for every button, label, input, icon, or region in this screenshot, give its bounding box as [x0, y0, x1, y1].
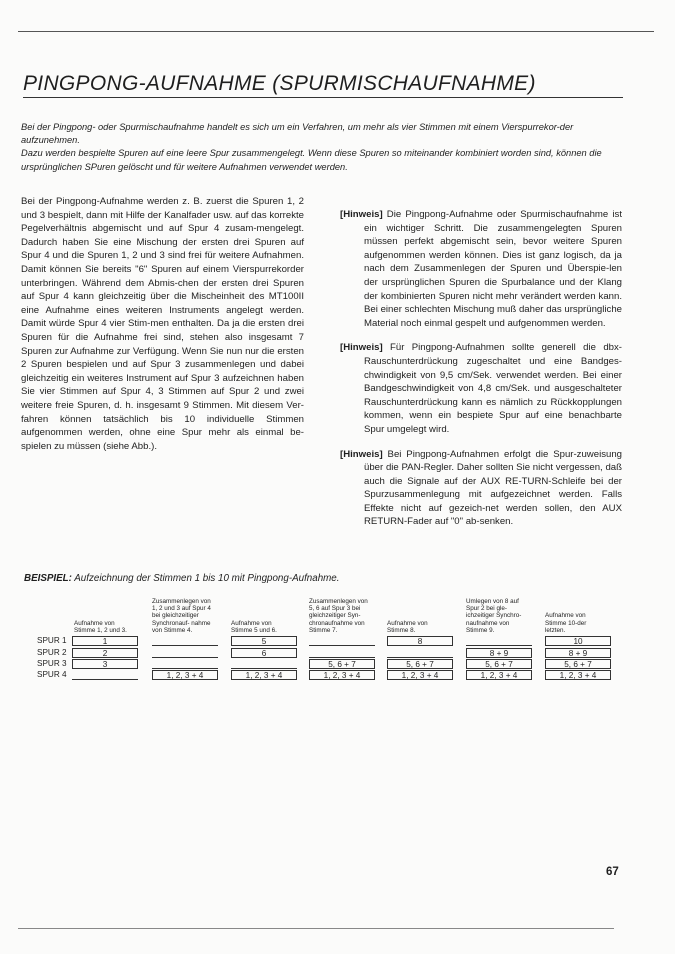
body-left-column: Bei der Pingpong-Aufnahme werden z. B. zuerst die Spuren 1, 2 und 3 bespielt, dann mit Hilfe der Kanalfader usw. auf das korrekte Pegelverhältnis abgemischt und auf Spur 4 zusam-mengelegt. Dadurch haben Sie eine Mischung der ersten drei Spuren auf Spur 4 und die Spuren 1, 2 und 3 sind frei für weitere Aufnahmen. Damit können Sie bereits "6" Spuren auf einem Vierspurrekorder unterbringen. Während dem Abmis-chen der ersten drei Spuren auf Spur 4 kann gleichzeitig über die Mischeinheit des MT100II eine Aufnahme eines weiteren Instruments angelegt werden. Damit würde Spur 4 vier Stim-men enthalten. Da ja die ersten drei Spuren für die Aufnahme frei sind, stehen also insgesamt 7 Spuren zur Aufnahme zur Verfügung. Wenn Sie nun nur die ersten 2 Spuren bespielen und auf Spur 3 zusammenlegen und dabei gleichzeitig ein weiteres Instrument auf Spur 3 aufzeichnen haben Sie vier Stimmen auf Spur 4, 3 Stimmen auf Spur 2 und zwei weitere freie Spuren, d. h. insgesamt 9 Stimmen. Mit diesem Ver-fahren können tatsächlich bis 10 individuelle Stimmen aufgenommen werden, ohne eine Spur mehr als einmal be-spielen zu müssen (siehe Abb.). — [21, 196, 304, 452]
track-cell: 8 + 9 — [466, 648, 532, 658]
track-cell — [309, 648, 375, 658]
track-cell — [152, 648, 218, 658]
track-cell: 1, 2, 3 + 4 — [387, 670, 453, 680]
track-label: SPUR 1 — [37, 636, 67, 645]
track-cell: 8 — [387, 636, 453, 646]
track-cell: 1, 2, 3 + 4 — [152, 670, 218, 680]
top-rule — [18, 31, 654, 32]
step-caption: Zusammenlegen von 1, 2 und 3 auf Spur 4 bei gleichzeitiger Synchronauf- nahme von Stimme 4. — [152, 598, 211, 634]
track-cell: 8 + 9 — [545, 648, 611, 658]
track-cell: 3 — [72, 659, 138, 669]
track-label: SPUR 4 — [37, 670, 67, 679]
track-cell: 5, 6 + 7 — [545, 659, 611, 669]
step-caption: Aufnahme von Stimme 1, 2 und 3. — [74, 619, 127, 634]
note-1 — [340, 208, 622, 330]
track-label: SPUR 3 — [37, 659, 67, 668]
track-cell: 5, 6 + 7 — [387, 659, 453, 669]
note-tag: [Hinweis] — [340, 448, 383, 460]
track-cell: 5, 6 + 7 — [466, 659, 532, 669]
track-cell — [152, 636, 218, 646]
note-3 — [340, 448, 622, 530]
track-cell — [72, 670, 138, 680]
note-text: Die Pingpong-Aufnahme oder Spurmischaufnahme ist ein wichtiger Schritt. Die zusammengelegten Spuren müssen perfekt abgemischt sein, bevor weitere Spuren aufgenommen werden können. Dies ist ganz logisch, da ja nach dem Zusammenlegen der Spuren und Überspie-len der ursprünglichen Spuren die Spurbalance und der Klang der kombinierten Spuren nicht mehr verändert werden kann. Bei einer schlechten Mischung muß daher das ursprüngliche Material noch einmal gespelt und aufgenommen werden. — [364, 209, 622, 329]
track-cell: 5, 6 + 7 — [309, 659, 375, 669]
page-title: PINGPONG-AUFNAHME (SPURMISCHAUFNAHME) — [23, 73, 623, 98]
track-cell: 1, 2, 3 + 4 — [309, 670, 375, 680]
track-cell: 1, 2, 3 + 4 — [545, 670, 611, 680]
intro-paragraph-2: Dazu werden bespielte Spuren auf eine leere Spur zusammengelegt. Wenn diese Spuren so miteinander kombiniert worden sind, können die ursprünglichen SPuren gelöscht und für weitere Aufnahmen verwendet werden. — [21, 148, 602, 172]
page-number: 67 — [606, 866, 619, 878]
track-cell — [466, 636, 532, 646]
step-caption: Aufnahme von Stimme 8. — [387, 619, 428, 634]
note-tag: [Hinweis] — [340, 209, 383, 220]
track-cell: 1, 2, 3 + 4 — [466, 670, 532, 680]
track-cell: 1, 2, 3 + 4 — [231, 670, 297, 680]
example-label: BEISPIEL: — [24, 573, 72, 584]
step-caption: Aufnahme von Stimme 5 und 6. — [231, 619, 277, 634]
notes-column — [340, 208, 622, 540]
intro-text — [21, 121, 626, 174]
track-cell: 10 — [545, 636, 611, 646]
track-cell — [387, 648, 453, 658]
note-tag: [Hinweis] — [340, 342, 383, 354]
note-2 — [340, 341, 622, 436]
step-caption: Umlegen von 8 auf Spur 2 bei gle- ichzeitiger Synchro- naufnahme von Stimme 9. — [466, 598, 522, 634]
step-caption: Zusammenlegen von 5, 6 auf Spur 3 bei gleichzeitiger Syn- chronaufnahme von Stimme 7. — [309, 598, 368, 634]
track-cell — [152, 659, 218, 669]
track-cell: 6 — [231, 648, 297, 658]
track-cell: 2 — [72, 648, 138, 658]
track-cell: 5 — [231, 636, 297, 646]
track-cell: 1 — [72, 636, 138, 646]
step-caption: Aufnahme von Stimme 10-der letzten. — [545, 612, 587, 634]
intro-paragraph-1: Bei der Pingpong- oder Spurmischaufnahme handelt es sich um ein Verfahren, um mehr als vier Stimmen mit einem Vierspurrekor-der aufzunehmen. — [21, 122, 574, 146]
note-text: Für Pingpong-Aufnahmen sollte generell die dbx-Rauschunterdrückung zugeschaltet und eine Bandges-chwindigkeit von 9,5 cm/Sek. verwendet werden. Bei einer Bandgeschwindigkeit von 4,8 cm/Sek. und ausgeschalteter Rauschunterdrückung kann es nämlich zu Rückkopplungen kommen, wenn ein bespiete Spur auf eine benachbarte Spur umgelegt wird. — [364, 342, 622, 435]
track-cell — [231, 659, 297, 669]
example-text: Aufzeichnung der Stimmen 1 bis 10 mit Pingpong-Aufnahme. — [74, 573, 340, 584]
track-label: SPUR 2 — [37, 648, 67, 657]
bottom-rule — [18, 928, 614, 929]
track-cell — [309, 636, 375, 646]
note-text: Bei Pingpong-Aufnahmen erfolgt die Spur-zuweisung über die PAN-Regler. Daher sollten Sie nicht vergessen, daß auch die Signale auf der AUX RE-TURN-Schleife bei der Spurzusammenlegung mit aufgezeichnet werden. Falls Effekte nicht auf gezeich-net werden sollen, den AUX RETURN-Fader auf "0" ab-senken. — [364, 448, 623, 528]
example-heading — [24, 573, 339, 584]
